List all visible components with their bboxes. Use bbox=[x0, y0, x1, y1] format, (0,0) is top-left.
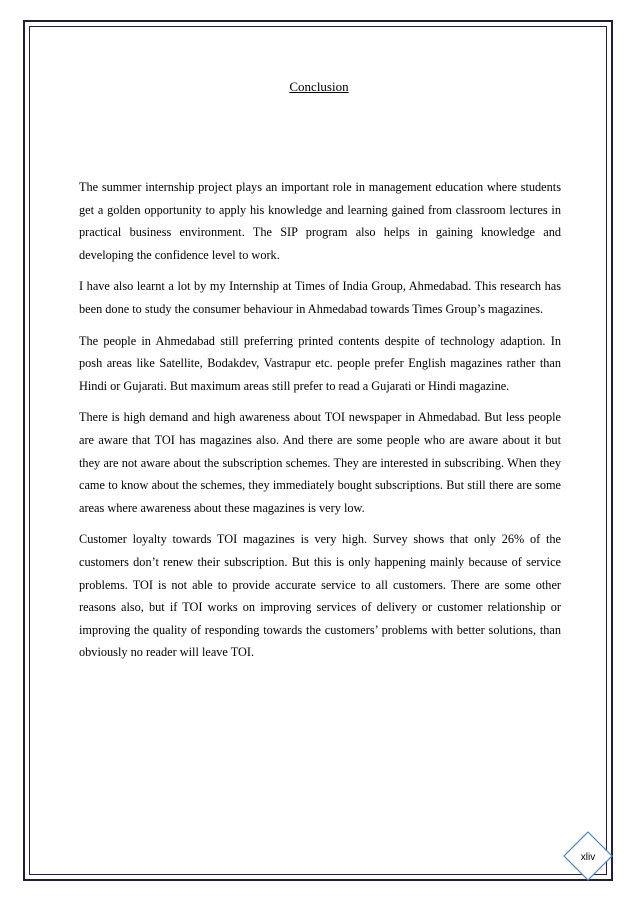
page-title: Conclusion bbox=[289, 79, 349, 94]
paragraph-3: The people in Ahmedabad still preferring printed contents despite of technology adaption. In posh areas like Satellite, Bodakdev, Vastrapur etc. people prefer English magazines rather than Hindi or Gujarati. But maximum areas still prefer to read a Gujarati or Hindi magazine. bbox=[79, 333, 561, 393]
page-number: xliv bbox=[580, 852, 596, 863]
paragraph-1: The summer internship project plays an important role in management education where students get a golden opportunity to apply his knowledge and learning gained from classroom lectures in practical business environment. The SIP program also helps in gaining knowledge and developing the confidence level to work. bbox=[79, 180, 561, 262]
body-text bbox=[79, 176, 561, 673]
paragraph-4: There is high demand and high awareness about TOI newspaper in Ahmedabad. But less people are aware that TOI has magazines also. And there are some people who are aware about it but they are not aware about the subscription schemes. They are interested in subscribing. When they came to know about the schemes, they immediately bought subscriptions. But still there are some areas where awareness about these magazines is very low. bbox=[79, 410, 561, 515]
paragraph-5: Customer loyalty towards TOI magazines is very high. Survey shows that only 26% of the customers don’t renew their subscription. But this is only happening mainly because of service problems. TOI is not able to provide accurate service to all customers. There are some other reasons also, but if TOI works on improving services of delivery or customer relationship or improving the quality of responding towards the customers’ problems with better solutions, than obviously no reader will leave TOI. bbox=[79, 532, 561, 660]
paragraph-2: I have also learnt a lot by my Internship at Times of India Group, Ahmedabad. This research has been done to study the consumer behaviour in Ahmedabad towards Times Group’s magazines. bbox=[79, 279, 561, 316]
